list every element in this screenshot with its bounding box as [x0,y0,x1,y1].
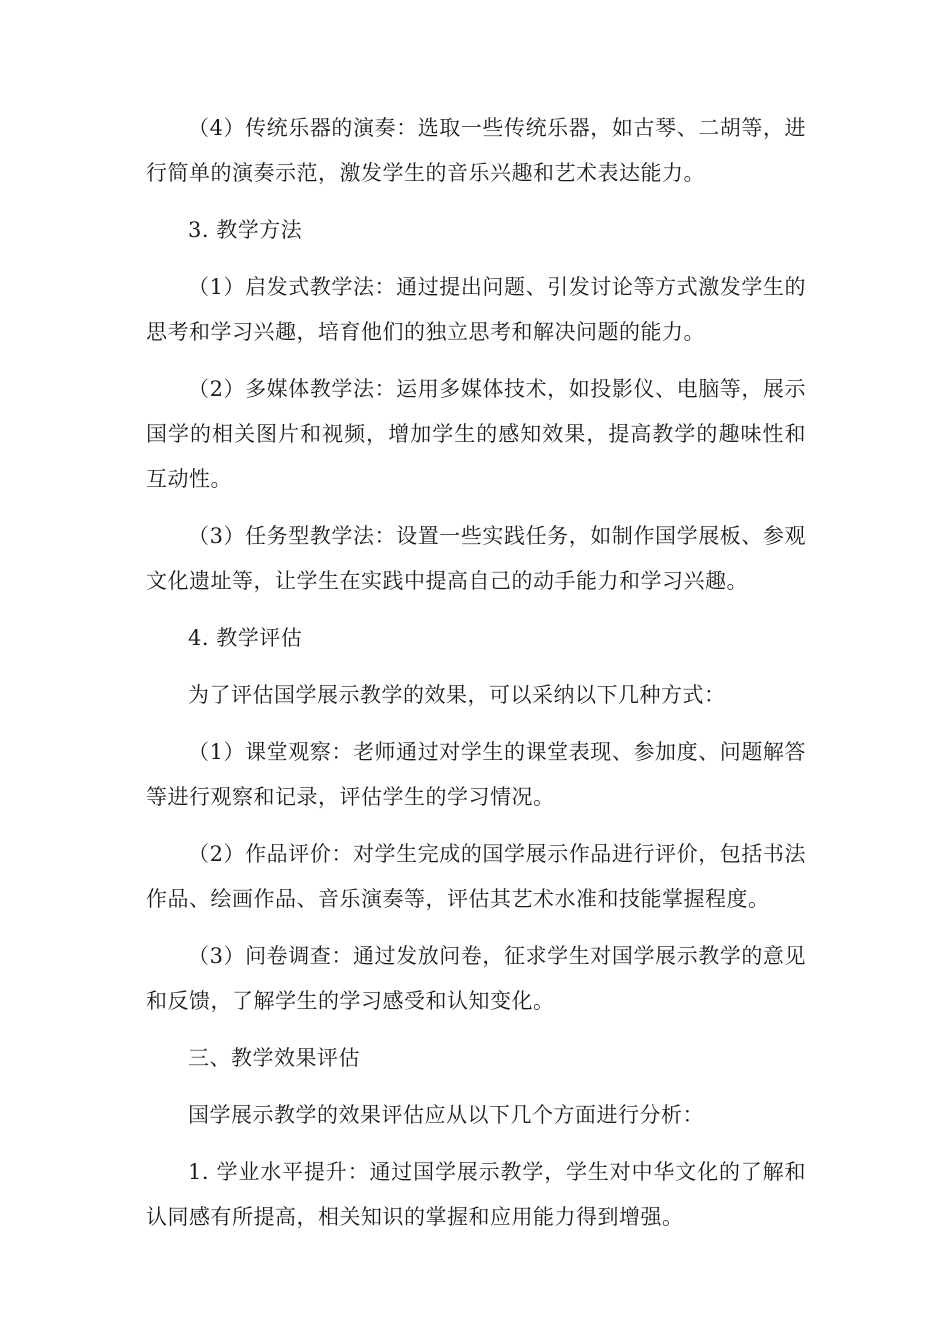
paragraph-heuristic-method: （1）启发式教学法：通过提出问题、引发讨论等方式激发学生的思考和学习兴趣，培育他们的独立思考和解决问题的能力。 [146,275,806,344]
section-heading-teaching-evaluation: 4. 教学评估 [188,626,303,650]
paragraph-effect-intro: 国学展示教学的效果评估应从以下几个方面进行分析： [188,1103,704,1127]
section-heading-teaching-methods: 3. 教学方法 [188,218,303,242]
paragraph-multimedia-method: （2）多媒体教学法：运用多媒体技术，如投影仪、电脑等，展示国学的相关图片和视频，增加学生的感知效果，提高教学的趣味性和互动性。 [146,377,806,491]
paragraph-traditional-instruments: （4）传统乐器的演奏：选取一些传统乐器，如古琴、二胡等，进行简单的演奏示范，激发学生的音乐兴趣和艺术表达能力。 [146,116,806,185]
paragraph-academic-improvement: 1. 学业水平提升：通过国学展示教学，学生对中华文化的了解和认同感有所提高，相关知识的掌握和应用能力得到增强。 [146,1160,806,1229]
document-body [146,106,806,1252]
paragraph-classroom-observation: （1）课堂观察：老师通过对学生的课堂表现、参加度、问题解答等进行观察和记录，评估学生的学习情况。 [146,740,806,809]
paragraph-work-evaluation: （2）作品评价：对学生完成的国学展示作品进行评价，包括书法作品、绘画作品、音乐演奏等，评估其艺术水准和技能掌握程度。 [146,842,806,911]
paragraph-task-based-method: （3）任务型教学法：设置一些实践任务，如制作国学展板、参观文化遗址等，让学生在实践中提高自己的动手能力和学习兴趣。 [146,524,806,593]
paragraph-questionnaire: （3）问卷调查：通过发放问卷，征求学生对国学展示教学的意见和反馈，了解学生的学习感受和认知变化。 [146,944,806,1013]
paragraph-evaluation-intro: 为了评估国学展示教学的效果，可以采纳以下几种方式： [188,683,726,707]
section-heading-effect-evaluation: 三、教学效果评估 [188,1046,360,1070]
